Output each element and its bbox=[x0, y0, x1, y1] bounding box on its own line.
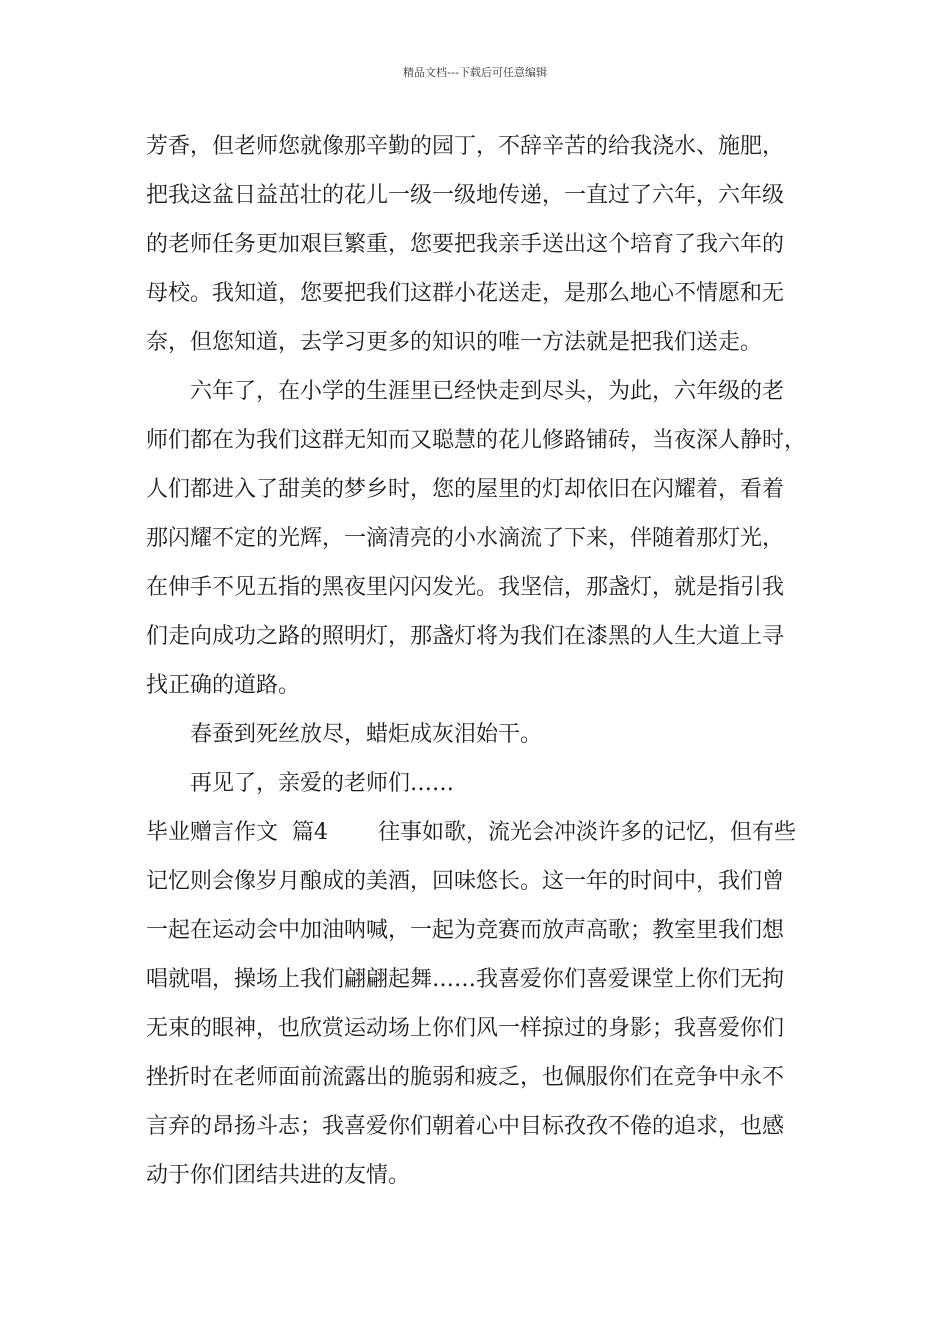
section-heading: 毕业赠言作文 篇4 bbox=[146, 820, 328, 845]
paragraph-line: 在伸手不见五指的黑夜里闪闪发光。我坚信，那盏灯，就是指引我 bbox=[146, 575, 785, 600]
paragraph-line: 记忆则会像岁月酿成的美酒，回味悠长。这一年的时间中，我们曾 bbox=[146, 869, 785, 894]
paragraph-line: 母校。我知道，您要把我们这群小花送走，是那么地心不情愿和无 bbox=[146, 281, 785, 306]
document-body bbox=[146, 130, 826, 1204]
paragraph-line: 再见了，亲爱的老师们…… bbox=[190, 771, 455, 796]
paragraph-line: 芳香，但老师您就像那辛勤的园丁，不辞辛苦的给我浇水、施肥， bbox=[146, 134, 785, 159]
paragraph-line: 人们都进入了甜美的梦乡时，您的屋里的灯却依旧在闪耀着，看着 bbox=[146, 477, 785, 502]
paragraph-line: 找正确的道路。 bbox=[146, 673, 301, 698]
paragraph-line: 动于你们团结共进的友情。 bbox=[146, 1163, 411, 1188]
paragraph-line: 挫折时在老师面前流露出的脆弱和疲乏，也佩服你们在竞争中永不 bbox=[146, 1065, 785, 1090]
paragraph-line: 往事如歌，流光会冲淡许多的记忆，但有些 bbox=[377, 820, 796, 845]
paragraph-line: 春蚕到死丝放尽，蜡炬成灰泪始干。 bbox=[190, 722, 543, 747]
paragraph-line: 无束的眼神，也欣赏运动场上你们风一样掠过的身影；我喜爱你们 bbox=[146, 1016, 785, 1041]
page-header: 精品文档---下载后可任意编辑 bbox=[403, 66, 547, 79]
section-heading-line bbox=[146, 816, 826, 865]
paragraph-line: 言弃的昂扬斗志；我喜爱你们朝着心中目标孜孜不倦的追求，也感 bbox=[146, 1114, 785, 1139]
paragraph-line: 把我这盆日益茁壮的花儿一级一级地传递，一直过了六年，六年级 bbox=[146, 183, 785, 208]
paragraph-line: 师们都在为我们这群无知而又聪慧的花儿修路铺砖，当夜深人静时， bbox=[146, 428, 807, 453]
paragraph-line: 一起在运动会中加油呐喊，一起为竞赛而放声高歌；教室里我们想 bbox=[146, 918, 785, 943]
paragraph-line: 奈，但您知道，去学习更多的知识的唯一方法就是把我们送走。 bbox=[146, 330, 763, 355]
paragraph-line: 六年了，在小学的生涯里已经快走到尽头，为此，六年级的老 bbox=[190, 379, 785, 404]
paragraph-line: 唱就唱，操场上我们翩翩起舞……我喜爱你们喜爱课堂上你们无拘 bbox=[146, 967, 785, 992]
paragraph-line: 那闪耀不定的光辉，一滴清亮的小水滴流了下来，伴随着那灯光， bbox=[146, 526, 785, 551]
paragraph-line: 的老师任务更加艰巨繁重，您要把我亲手送出这个培育了我六年的 bbox=[146, 232, 785, 257]
paragraph-line: 们走向成功之路的照明灯，那盏灯将为我们在漆黑的人生大道上寻 bbox=[146, 624, 785, 649]
